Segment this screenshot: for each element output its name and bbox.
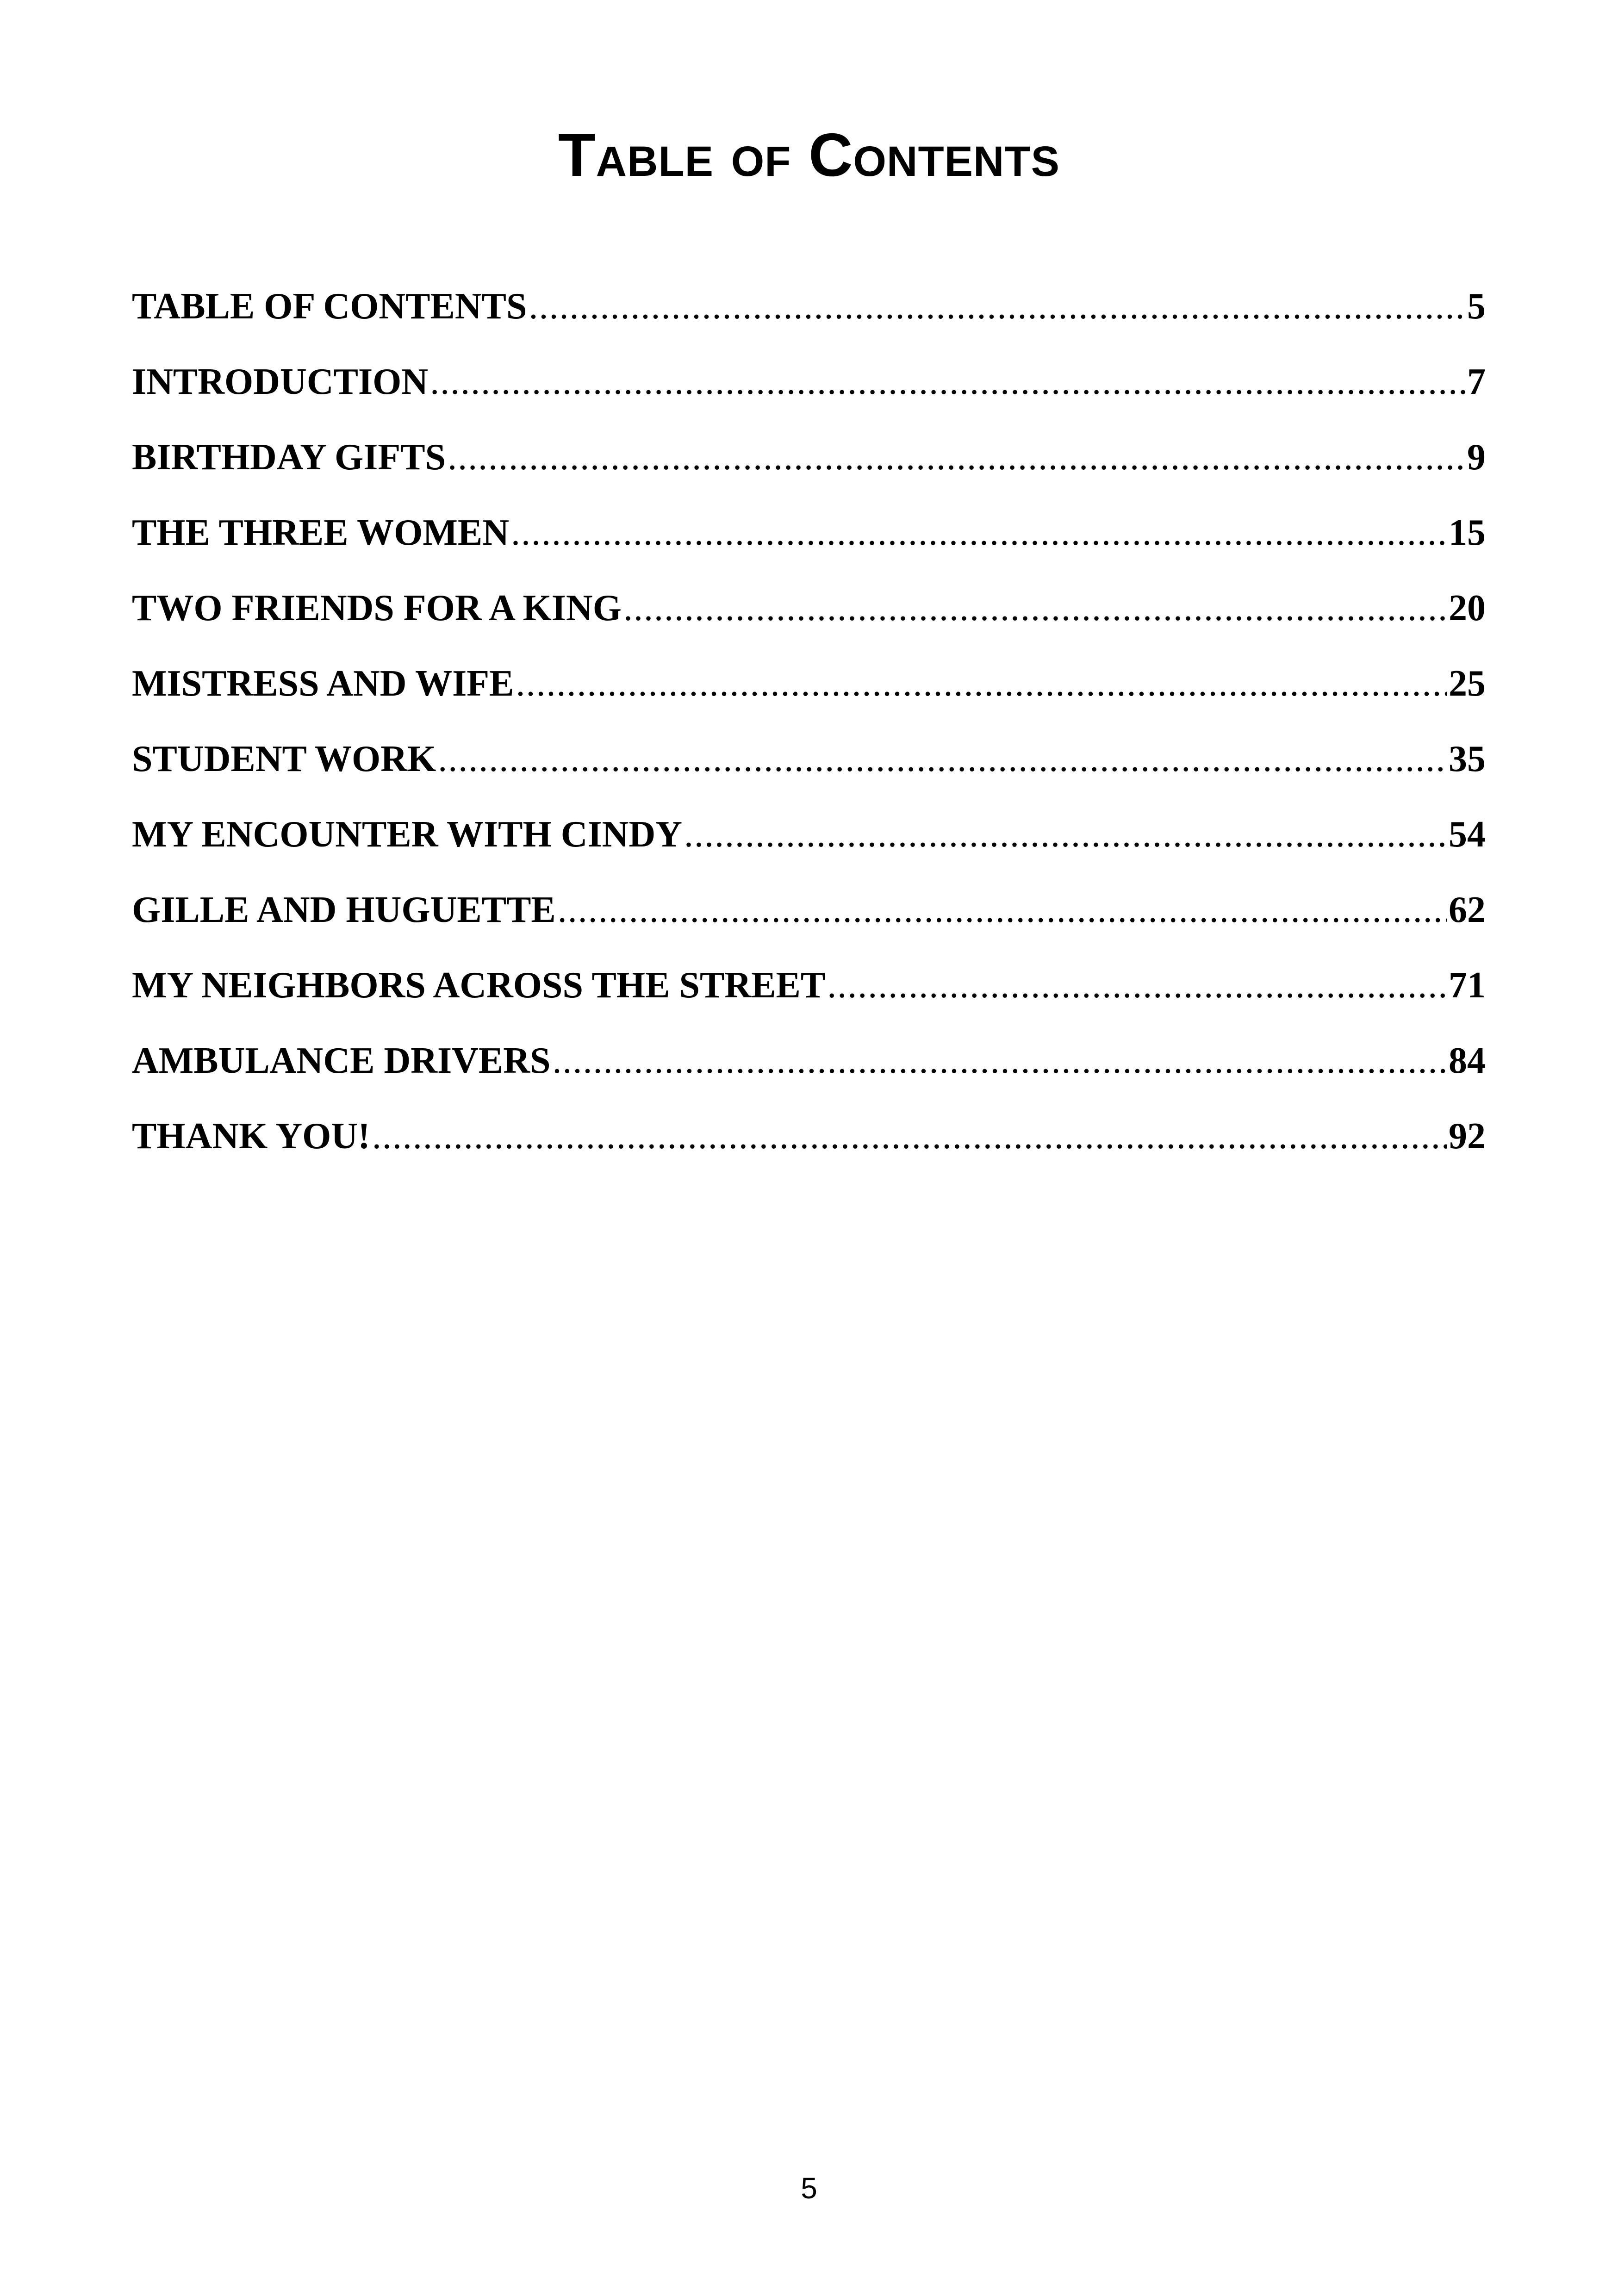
toc-entry[interactable] [132,281,1486,356]
toc-entry[interactable] [132,809,1486,884]
toc-entry-title: GILLE AND HUGUETTE [132,890,556,930]
toc-entry-title: MISTRESS AND WIFE [132,663,514,704]
toc-entry-title: THANK YOU! [132,1116,370,1157]
toc-entry[interactable] [132,583,1486,658]
toc-entry-page: 7 [1467,361,1486,402]
dot-leader [558,884,1447,935]
toc-entry[interactable] [132,432,1486,507]
toc-entry-page: 15 [1449,512,1486,553]
dot-leader [516,658,1447,709]
page-title: Table of Contents [558,121,1060,189]
toc-entry-page: 92 [1449,1116,1486,1157]
toc-entry-title: THE THREE WOMEN [132,512,509,553]
toc-entry-page: 71 [1449,965,1486,1006]
toc-entry-page: 20 [1449,588,1486,628]
dot-leader [827,960,1447,1011]
toc-entry[interactable] [132,734,1486,809]
dot-leader [623,583,1447,634]
toc-list [132,281,1486,1186]
toc-entry-title: MY NEIGHBORS ACROSS THE STREET [132,965,826,1006]
toc-entry[interactable] [132,884,1486,960]
toc-entry-page: 25 [1449,663,1486,704]
page-number: 5 [801,2172,817,2205]
toc-entry[interactable] [132,1035,1486,1111]
dot-leader [372,1111,1447,1162]
toc-entry[interactable] [132,960,1486,1035]
toc-entry[interactable] [132,356,1486,432]
toc-entry[interactable] [132,658,1486,734]
dot-leader [448,432,1465,483]
toc-entry-title: TWO FRIENDS FOR A KING [132,588,622,628]
dot-leader [438,734,1447,784]
toc-entry-page: 5 [1467,286,1486,327]
toc-entry-title: TABLE OF CONTENTS [132,286,527,327]
dot-leader [430,356,1465,407]
toc-entry-title: AMBULANCE DRIVERS [132,1040,551,1081]
toc-entry-title: STUDENT WORK [132,739,436,779]
dot-leader [553,1035,1447,1086]
toc-entry-page: 54 [1449,814,1486,855]
toc-entry-page: 62 [1449,890,1486,930]
toc-entry-title: INTRODUCTION [132,361,429,402]
toc-entry-title: BIRTHDAY GIFTS [132,437,446,478]
toc-entry[interactable] [132,1111,1486,1186]
dot-leader [684,809,1447,860]
dot-leader [529,281,1465,332]
toc-entry-page: 9 [1467,437,1486,478]
toc-entry-title: MY ENCOUNTER WITH CINDY [132,814,682,855]
toc-entry[interactable] [132,507,1486,583]
toc-entry-page: 35 [1449,739,1486,779]
dot-leader [511,507,1447,558]
toc-entry-page: 84 [1449,1040,1486,1081]
